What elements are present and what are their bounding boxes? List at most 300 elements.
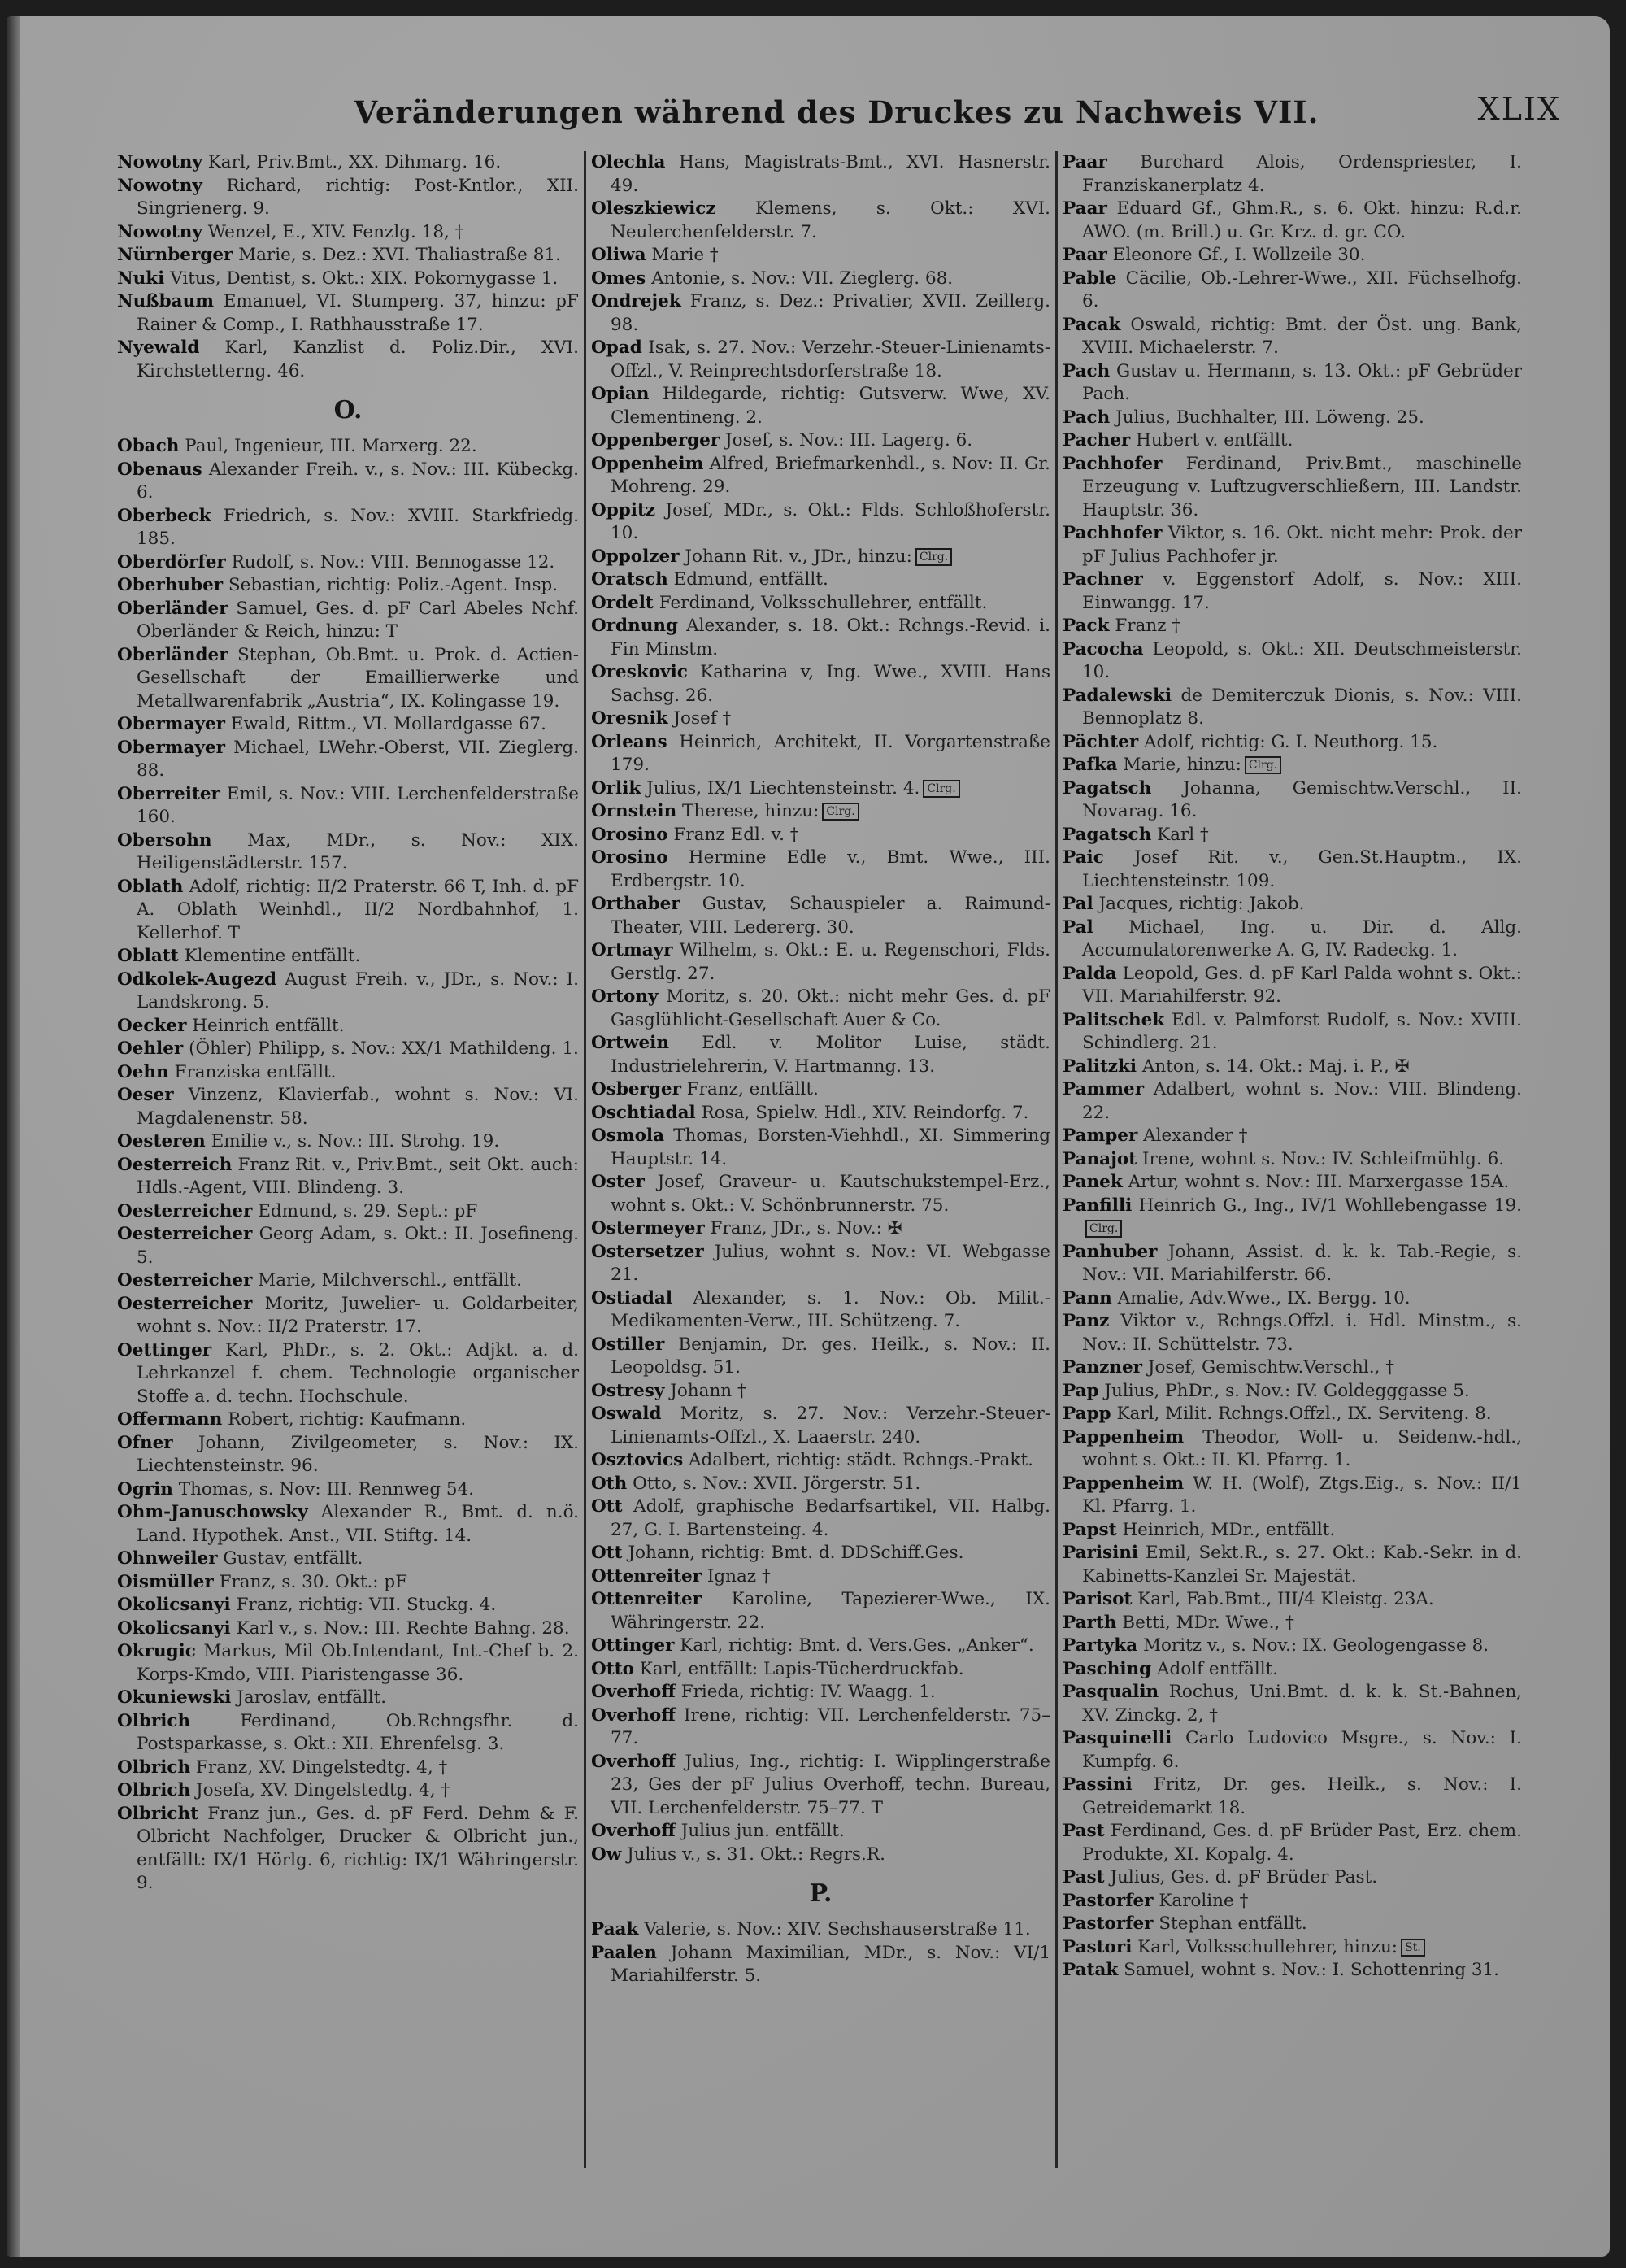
entry-surname: Partyka xyxy=(1063,1635,1138,1656)
directory-page xyxy=(7,16,1610,2257)
entry-details: Thomas, Borsten-Viehhdl., XI. Simmering Hauptstr. 14. xyxy=(611,1125,1050,1169)
entry-details: Georg Adam, s. Okt.: II. Josefineng. 5. xyxy=(137,1224,579,1268)
directory-entry xyxy=(591,1241,1050,1287)
directory-entry xyxy=(1063,1078,1522,1125)
entry-details: Johann Maximilian, MDr., s. Nov.: VI/1 Mariahilferstr. 5. xyxy=(611,1942,1050,1986)
section-letter-heading: P. xyxy=(809,1879,833,1908)
entry-surname: Pach xyxy=(1063,407,1111,428)
entry-surname: Oberbeck xyxy=(117,505,211,526)
directory-entry xyxy=(1063,1356,1522,1380)
page-header xyxy=(112,83,1561,141)
directory-entry xyxy=(117,1130,579,1154)
directory-entry xyxy=(117,969,579,1015)
entry-badge: Clrg. xyxy=(1245,756,1281,774)
entry-details: Josef Rit. v., Gen.St.Hauptm., IX. Liechtensteinstr. 109. xyxy=(1082,847,1522,891)
entry-surname: Pastori xyxy=(1063,1936,1133,1957)
entry-surname: Panek xyxy=(1063,1172,1123,1192)
entry-details: Gustav, Schauspieler a. Raimund-Theater, VIII. Ledererg. 30. xyxy=(611,894,1051,938)
entry-surname: Obach xyxy=(117,436,180,456)
entry-surname: Pacher xyxy=(1063,430,1131,451)
entry-details: Vinzenz, Klavierfab., wohnt s. Nov.: VI. Magdalenenstr. 58. xyxy=(137,1085,579,1129)
directory-entry xyxy=(591,1495,1050,1542)
entry-details: Ewald, Rittm., VI. Mollardgasse 67. xyxy=(230,714,546,734)
entry-surname: Ott xyxy=(591,1496,623,1517)
directory-entry xyxy=(591,661,1050,707)
directory-entry xyxy=(591,1565,1050,1589)
directory-entry xyxy=(1063,1171,1522,1195)
entry-details: Josef, Graveur- u. Kautschukstempel-Erz., wohnt s. Okt.: V. Schönbrunnerstr. 75. xyxy=(611,1172,1050,1216)
directory-entry xyxy=(591,1380,1050,1404)
entry-surname: Ostresy xyxy=(591,1380,665,1401)
directory-entry xyxy=(1063,1635,1522,1658)
directory-entry xyxy=(1063,963,1522,1009)
directory-entry xyxy=(1063,1681,1522,1727)
entry-surname: Okolicsanyi xyxy=(117,1595,231,1615)
entry-surname: Oehler xyxy=(117,1038,184,1059)
entry-details: Ferdinand, Ges. d. pF Brüder Past, Erz. chem. Produkte, XI. Kopalg. 4. xyxy=(1082,1821,1522,1865)
entry-surname: Ostiller xyxy=(591,1334,665,1355)
entry-surname: Obermayer xyxy=(117,737,225,758)
entry-surname: Pable xyxy=(1063,268,1117,289)
entry-details: Adolf entfällt. xyxy=(1157,1658,1279,1679)
entry-badge: St. xyxy=(1401,1939,1425,1957)
directory-entry xyxy=(1063,638,1522,685)
entry-surname: Pack xyxy=(1063,616,1110,636)
entry-details: Ignaz † xyxy=(706,1565,771,1587)
entry-surname: Nowotny xyxy=(117,152,202,172)
entry-surname: Pagatsch xyxy=(1063,824,1152,845)
entry-details: Marie, s. Dez.: XVI. Thaliastraße 81. xyxy=(238,245,561,265)
entry-surname: Pasquinelli xyxy=(1063,1728,1172,1748)
entry-details: Heinrich, Architekt, II. Vorgartenstraße 179. xyxy=(611,731,1050,775)
directory-entry xyxy=(591,1820,1050,1844)
entry-surname: Passini xyxy=(1063,1774,1133,1795)
entry-details: Julius, Buchhalter, III. Löweng. 25. xyxy=(1115,407,1424,428)
directory-entry xyxy=(117,1617,579,1641)
entry-surname: Ortony xyxy=(591,986,659,1007)
entry-surname: Pal xyxy=(1063,894,1093,914)
directory-entry xyxy=(1063,522,1522,568)
entry-surname: Oeser xyxy=(117,1085,174,1105)
entry-surname: Nürnberger xyxy=(117,245,233,265)
column-2 xyxy=(584,151,1055,2168)
directory-entry xyxy=(117,175,579,221)
entry-details: Franz, XV. Dingelstedtg. 4, † xyxy=(196,1757,448,1778)
entry-surname: Opian xyxy=(591,384,650,404)
entry-surname: Oliwa xyxy=(591,245,646,265)
entry-surname: Panzner xyxy=(1063,1357,1142,1378)
entry-surname: Parisini xyxy=(1063,1543,1139,1563)
entry-surname: Pann xyxy=(1063,1287,1112,1308)
entry-surname: Pamper xyxy=(1063,1125,1138,1146)
section-letter-heading: O. xyxy=(333,396,363,424)
directory-entry xyxy=(1063,1310,1522,1356)
entry-surname: Opad xyxy=(591,337,642,358)
directory-entry xyxy=(1063,731,1522,755)
directory-entry xyxy=(117,1548,579,1571)
directory-entry xyxy=(591,268,1050,291)
entry-surname: Pächter xyxy=(1063,731,1139,752)
directory-entry xyxy=(1063,777,1522,824)
entry-details: Johann Rit. v., JDr., hinzu: xyxy=(685,546,912,567)
entry-details: Michael, LWehr.-Oberst, VII. Zieglerg. 88. xyxy=(137,737,579,781)
entry-details: Karoline, Tapezierer-Wwe., IX. Währingerstr. 22. xyxy=(611,1589,1050,1633)
directory-entry xyxy=(591,731,1050,777)
entry-details: Rosa, Spielw. Hdl., XIV. Reindorfg. 7. xyxy=(701,1102,1029,1123)
entry-details: Ferdinand, Ob.Rchngsfhr. d. Postsparkasse, s. Okt.: XII. Ehrenfelsg. 3. xyxy=(137,1710,579,1754)
directory-entry xyxy=(1063,407,1522,430)
directory-entry xyxy=(117,1084,579,1130)
directory-entry xyxy=(117,1640,579,1687)
directory-entry xyxy=(591,151,1050,198)
entry-details: Hermine Edle v., Bmt. Wwe., III. Erdbergstr. 10. xyxy=(611,847,1050,891)
entry-details: Edl. v. Molitor Luise, städt. Industrielehrerin, V. Hartmanng. 13. xyxy=(611,1033,1050,1077)
directory-entry xyxy=(1063,1913,1522,1936)
entry-details: Viktor, s. 16. Okt. nicht mehr: Prok. der pF Julius Pachhofer jr. xyxy=(1082,523,1522,567)
entry-badge: Clrg. xyxy=(1085,1220,1122,1238)
entry-details: Josef, MDr., s. Okt.: Flds. Schloßhoferstr. 10. xyxy=(611,499,1050,543)
column-3 xyxy=(1055,151,1527,2168)
entry-surname: Overhoff xyxy=(591,1751,676,1772)
entry-surname: Nowotny xyxy=(117,221,202,242)
entry-surname: Papst xyxy=(1063,1519,1117,1540)
entry-details: Otto, s. Nov.: XVII. Jörgerstr. 51. xyxy=(633,1473,921,1494)
directory-entry xyxy=(1063,1148,1522,1172)
entry-details: Moritz, s. 27. Nov.: Verzehr.-Steuer-Linienamts-Offzl., X. Laaerstr. 240. xyxy=(611,1404,1050,1447)
entry-surname: Oesterreich xyxy=(117,1154,233,1175)
entry-details: Gustav u. Hermann, s. 13. Okt.: pF Gebrüder Pach. xyxy=(1082,360,1523,404)
entry-details: Klementine entfällt. xyxy=(184,946,361,966)
directory-entry xyxy=(591,986,1050,1032)
entry-surname: Pacocha xyxy=(1063,638,1144,660)
entry-details: Samuel, Ges. d. pF Carl Abeles Nchf. Oberländer & Reich, hinzu: T xyxy=(137,598,579,642)
entry-details: Adalbert, richtig: städt. Rchngs.-Prakt. xyxy=(689,1450,1033,1470)
entry-details: Josefa, XV. Dingelstedtg. 4, † xyxy=(196,1780,450,1800)
entry-details: Jaroslav, entfällt. xyxy=(237,1687,387,1708)
entry-surname: Pafka xyxy=(1063,755,1118,775)
directory-entry xyxy=(1063,1959,1522,1983)
entry-details: Franziska entfällt. xyxy=(174,1061,337,1082)
entry-surname: Pappenheim xyxy=(1063,1426,1185,1447)
entry-details: Carlo Ludovico Msgre., s. Nov.: I. Kumpfg. 6. xyxy=(1082,1728,1522,1772)
entry-surname: Otto xyxy=(591,1658,634,1679)
entry-details: Marie, Milchverschl., entfällt. xyxy=(258,1270,522,1291)
entry-details: Adolf, graphische Bedarfsartikel, VII. Halbg. 27, G. I. Bartensteing. 4. xyxy=(611,1496,1051,1540)
directory-entry xyxy=(1063,1866,1522,1890)
entry-surname: Pachhofer xyxy=(1063,453,1163,474)
entry-surname: Osmola xyxy=(591,1125,665,1146)
entry-surname: Oppitz xyxy=(591,499,656,520)
directory-entry xyxy=(1063,1403,1522,1426)
entry-details: Johann, richtig: Bmt. d. DDSchiff.Ges. xyxy=(628,1543,964,1563)
directory-entry xyxy=(591,453,1050,499)
entry-details: Valerie, s. Nov.: XIV. Sechshauserstraße 11. xyxy=(644,1919,1031,1939)
entry-details: August Freih. v., JDr., s. Nov.: I. Landskrong. 5. xyxy=(137,969,580,1012)
directory-entry xyxy=(1063,429,1522,453)
entry-surname: Obenaus xyxy=(117,459,202,480)
directory-entry xyxy=(591,568,1050,592)
directory-entry xyxy=(591,1217,1050,1241)
entry-details: Alexander † xyxy=(1143,1125,1248,1146)
entry-details: Edmund, s. 29. Sept.: pF xyxy=(258,1200,478,1221)
directory-entry xyxy=(591,707,1050,731)
entry-details: Wilhelm, s. Okt.: E. u. Regenschori, Flds. Gerstlg. 27. xyxy=(611,940,1050,984)
entry-surname: Olbrich xyxy=(117,1710,191,1731)
entry-surname: Parth xyxy=(1063,1612,1117,1633)
entry-surname: Pachhofer xyxy=(1063,523,1163,543)
entry-details: Eleonore Gf., I. Wollzeile 30. xyxy=(1112,245,1366,265)
entry-surname: Paalen xyxy=(591,1942,657,1963)
entry-details: Irene, wohnt s. Nov.: IV. Schleifmühlg. 6. xyxy=(1141,1148,1505,1169)
directory-entry xyxy=(1063,268,1522,314)
directory-entry xyxy=(591,777,1050,801)
entry-surname: Paak xyxy=(591,1919,639,1939)
entry-details: Amalie, Adv.Wwe., IX. Bergg. 10. xyxy=(1117,1287,1411,1308)
entry-surname: Orlik xyxy=(591,777,641,799)
entry-surname: Oehn xyxy=(117,1061,169,1082)
entry-details: Markus, Mil Ob.Intendant, Int.-Chef b. 2. Korps-Kmdo, VIII. Piaristengasse 36. xyxy=(137,1641,579,1685)
entry-surname: Parisot xyxy=(1063,1589,1133,1609)
entry-details: Leopold, Ges. d. pF Karl Palda wohnt s. Okt.: VII. Mariahilferstr. 92. xyxy=(1082,963,1522,1007)
directory-entry xyxy=(591,1658,1050,1682)
directory-entry xyxy=(117,1061,579,1085)
directory-entry xyxy=(591,1635,1050,1658)
entry-details: Viktor v., Rchngs.Offzl. i. Hdl. Minstm., s. Nov.: II. Schüttelstr. 73. xyxy=(1082,1311,1522,1355)
directory-entry xyxy=(117,337,579,383)
entry-details: Michael, Ing. u. Dir. d. Allg. Accumulatorenwerke A. G, IV. Radeckg. 1. xyxy=(1082,916,1522,960)
directory-entry xyxy=(1063,1241,1522,1287)
entry-details: Moritz v., s. Nov.: IX. Geologengasse 8. xyxy=(1142,1635,1489,1656)
entry-details: Julius, Ges. d. pF Brüder Past. xyxy=(1110,1867,1378,1887)
entry-details: Ferdinand, Volksschullehrer, entfällt. xyxy=(659,592,988,613)
entry-surname: Pasqualin xyxy=(1063,1682,1159,1702)
entry-details: Oswald, richtig: Bmt. der Öst. ung. Bank, XVIII. Michaelerstr. 7. xyxy=(1082,314,1522,358)
entry-surname: Ostersetzer xyxy=(591,1241,704,1262)
directory-entry xyxy=(1063,1287,1522,1311)
directory-entry xyxy=(1063,615,1522,638)
directory-entry xyxy=(1063,1473,1522,1519)
entry-details: Josef, Gemischtw.Verschl., † xyxy=(1147,1357,1395,1378)
entry-details: Edmund, entfällt. xyxy=(673,569,828,590)
directory-entry xyxy=(591,1171,1050,1217)
entry-surname: Patak xyxy=(1063,1960,1119,1980)
directory-entry xyxy=(117,268,579,291)
entry-surname: Orosino xyxy=(591,847,668,868)
directory-entry xyxy=(117,505,579,551)
entry-details: Julius, Ing., richtig: I. Wipplingerstraße 23, Ges der pF Julius Overhoff, techn. Bureau, VII. Lerchenfelderstr. 75–77. T xyxy=(611,1751,1050,1818)
entry-surname: Oblath xyxy=(117,876,184,897)
entry-surname: Oster xyxy=(591,1172,645,1192)
entry-details: Heinrich entfällt. xyxy=(192,1015,345,1036)
entry-surname: Pastorfer xyxy=(1063,1913,1154,1934)
directory-entry xyxy=(1063,1426,1522,1473)
directory-entry xyxy=(591,1542,1050,1565)
entry-details: Josef † xyxy=(673,708,732,729)
entry-surname: Overhoff xyxy=(591,1682,676,1702)
entry-details: Hildegarde, richtig: Gutsverw. Wwe, XV. Clementineng. 2. xyxy=(611,384,1050,428)
directory-entry xyxy=(117,1803,579,1896)
entry-surname: Oppenheim xyxy=(591,453,704,474)
entry-details: W. H. (Wolf), Ztgs.Eig., s. Nov.: II/1 Kl. Pfarrg. 1. xyxy=(1082,1473,1522,1517)
entry-details: Franz jun., Ges. d. pF Ferd. Dehm & F. Olbricht Nachfolger, Drucker & Olbricht jun., entfällt: IX/1 Hörlg. 6, richtig: IX/1 Währingerstr. 9. xyxy=(137,1803,579,1893)
directory-entry xyxy=(117,829,579,876)
directory-entry xyxy=(1063,685,1522,731)
directory-entry xyxy=(117,876,579,946)
directory-entry xyxy=(117,1200,579,1224)
entry-surname: Oberreiter xyxy=(117,783,220,804)
directory-entry xyxy=(117,1757,579,1780)
entry-details: Betti, MDr. Wwe., † xyxy=(1122,1612,1294,1633)
directory-entry xyxy=(117,1339,579,1409)
entry-surname: Panajot xyxy=(1063,1148,1137,1169)
directory-entry xyxy=(591,499,1050,546)
entry-details: Edl. v. Palmforst Rudolf, s. Nov.: XVIII. Schindlerg. 21. xyxy=(1082,1009,1522,1053)
directory-entry xyxy=(1063,198,1522,244)
entry-details: Richard, richtig: Post-Kntlor., XII. Singrienerg. 9. xyxy=(137,175,579,219)
entry-surname: Oblatt xyxy=(117,946,179,966)
directory-entry xyxy=(117,290,579,337)
entry-surname: Ohm-Januschowsky xyxy=(117,1502,308,1522)
entry-details: v. Eggenstorf Adolf, s. Nov.: XIII. Einwangg. 17. xyxy=(1082,569,1522,613)
directory-entry xyxy=(1063,1380,1522,1404)
directory-entry xyxy=(1063,1820,1522,1866)
entry-surname: Paar xyxy=(1063,152,1107,172)
entry-details: Rochus, Uni.Bmt. d. k. k. St.-Bahnen, XV. Zinckg. 2, † xyxy=(1082,1682,1522,1726)
directory-entry xyxy=(117,1594,579,1617)
entry-details: Franz † xyxy=(1115,616,1181,636)
directory-entry xyxy=(591,1287,1050,1334)
directory-entry xyxy=(591,615,1050,661)
entry-details: Antonie, s. Nov.: VII. Zieglerg. 68. xyxy=(651,268,954,289)
entry-details: Marie, hinzu: xyxy=(1123,755,1241,775)
directory-entry xyxy=(1063,1612,1522,1635)
entry-surname: Obersohn xyxy=(117,829,212,851)
entry-surname: Oesterreicher xyxy=(117,1224,253,1244)
entry-surname: Osberger xyxy=(591,1079,681,1099)
entry-surname: Ottinger xyxy=(591,1635,675,1656)
entry-surname: Pasching xyxy=(1063,1658,1152,1679)
entry-details: Johann, Zivilgeometer, s. Nov.: IX. Liechtensteinstr. 96. xyxy=(137,1432,579,1476)
entry-details: Burchard Alois, Ordenspriester, I. Franziskanerplatz 4. xyxy=(1082,152,1522,196)
entry-surname: Pap xyxy=(1063,1380,1099,1401)
directory-entry xyxy=(591,1588,1050,1635)
directory-entry xyxy=(591,1473,1050,1496)
entry-details: Alexander, s. 1. Nov.: Ob. Milit.-Medikamenten-Verw., III. Schützeng. 7. xyxy=(611,1287,1050,1331)
directory-entry xyxy=(117,1154,579,1200)
entry-details: Cäcilie, Ob.-Lehrer-Wwe., XII. Füchselhofg. 6. xyxy=(1082,268,1522,311)
entry-surname: Ortmayr xyxy=(591,940,673,960)
entry-details: Alexander Freih. v., s. Nov.: III. Kübeckg. 6. xyxy=(137,459,579,503)
entry-surname: Paic xyxy=(1063,847,1104,868)
entry-surname: Nußbaum xyxy=(117,291,214,311)
entry-details: Artur, wohnt s. Nov.: III. Marxergasse 15A. xyxy=(1128,1172,1510,1192)
directory-entry xyxy=(117,1015,579,1038)
directory-entry xyxy=(1063,1727,1522,1774)
directory-entry xyxy=(117,1687,579,1710)
directory-entry xyxy=(591,1334,1050,1380)
directory-entry xyxy=(117,1779,579,1803)
entry-details: Theodor, Woll- u. Seidenw.-hdl., wohnt s. Okt.: II. Kl. Pfarrg. 1. xyxy=(1082,1426,1522,1470)
entry-details: Sebastian, richtig: Poliz.-Agent. Insp. xyxy=(228,575,559,595)
entry-details: Thomas, s. Nov: III. Rennweg 54. xyxy=(178,1478,475,1500)
entry-details: Franz Rit. v., Priv.Bmt., seit Okt. auch: Hdls.-Agent, VIII. Blindeng. 3. xyxy=(137,1154,579,1198)
directory-entry xyxy=(117,1432,579,1478)
directory-entry xyxy=(117,713,579,737)
directory-entry xyxy=(117,1223,579,1269)
entry-surname: Palitzki xyxy=(1063,1056,1137,1077)
entry-surname: Oesterreicher xyxy=(117,1200,253,1221)
directory-entry xyxy=(1063,1519,1522,1543)
directory-entry xyxy=(117,737,579,783)
entry-surname: Past xyxy=(1063,1867,1105,1887)
entry-surname: Ottenreiter xyxy=(591,1589,702,1609)
entry-details: Hans, Magistrats-Bmt., XVI. Hasnerstr. 49. xyxy=(611,152,1050,196)
entry-surname: Oswald xyxy=(591,1404,662,1424)
directory-entry xyxy=(591,337,1050,383)
entry-surname: Ostermeyer xyxy=(591,1218,705,1238)
entry-details: Karl, Volksschullehrer, hinzu: xyxy=(1137,1936,1398,1957)
entry-surname: Orleans xyxy=(591,731,667,752)
entry-surname: Ogrin xyxy=(117,1478,173,1500)
directory-entry xyxy=(591,1102,1050,1125)
entry-surname: Oppenberger xyxy=(591,430,720,451)
directory-entry xyxy=(591,1704,1050,1751)
entry-surname: Okrugic xyxy=(117,1641,196,1661)
entry-details: Irene, richtig: VII. Lerchenfelderstr. 75–77. xyxy=(611,1704,1050,1748)
directory-entry xyxy=(591,290,1050,337)
entry-surname: Padalewski xyxy=(1063,685,1172,706)
entry-details: Julius, IX/1 Liechtensteinstr. 4. xyxy=(646,777,920,799)
entry-surname: Oesterreicher xyxy=(117,1293,253,1314)
directory-entry xyxy=(117,1269,579,1293)
entry-surname: Pal xyxy=(1063,916,1093,938)
directory-entry xyxy=(117,1408,579,1432)
entry-details: Emanuel, VI. Stumperg. 37, hinzu: pF Rainer & Comp., I. Rathhausstraße 17. xyxy=(137,291,579,335)
directory-entry xyxy=(1063,314,1522,360)
entry-surname: Obermayer xyxy=(117,714,225,734)
directory-entry xyxy=(1063,1195,1522,1241)
entry-details: Fritz, Dr. ges. Heilk., s. Nov.: I. Getreidemarkt 18. xyxy=(1082,1774,1522,1818)
entry-surname: Oesterreicher xyxy=(117,1270,253,1291)
entry-surname: Pammer xyxy=(1063,1079,1145,1099)
entry-details: Alexander R., Bmt. d. n.ö. Land. Hypothek. Anst., VII. Stiftg. 14. xyxy=(137,1502,579,1546)
entry-surname: Omes xyxy=(591,268,646,289)
entry-surname: Oschtiadal xyxy=(591,1102,696,1123)
entry-surname: Overhoff xyxy=(591,1704,676,1726)
page-title: Veränderungen während des Druckes zu Nachweis VII. xyxy=(354,94,1319,130)
entry-details: Julius v., s. 31. Okt.: Regrs.R. xyxy=(627,1844,885,1865)
directory-entry xyxy=(117,1710,579,1757)
directory-entry xyxy=(1063,893,1522,916)
entry-details: Anton, s. 14. Okt.: Maj. i. P., ✠ xyxy=(1141,1056,1410,1077)
directory-entry xyxy=(591,1751,1050,1821)
directory-entry xyxy=(591,592,1050,616)
entry-details: Franz Edl. v. † xyxy=(673,824,799,845)
entry-surname: Overhoff xyxy=(591,1821,676,1841)
entry-details: Johanna, Gemischtw.Verschl., II. Novarag. 16. xyxy=(1082,777,1522,821)
directory-entry xyxy=(117,244,579,268)
entry-details: Emil, s. Nov.: VIII. Lerchenfelderstraße 160. xyxy=(137,783,579,827)
directory-entry xyxy=(117,221,579,245)
entry-badge: Clrg. xyxy=(822,803,859,821)
entry-details: Stephan entfällt. xyxy=(1159,1913,1307,1934)
entry-surname: Orosino xyxy=(591,824,668,845)
entry-details: Samuel, wohnt s. Nov.: I. Schottenring 31. xyxy=(1124,1960,1500,1980)
directory-entry xyxy=(117,435,579,459)
directory-entry xyxy=(117,1293,579,1339)
entry-details: Karl, richtig: Bmt. d. Vers.Ges. „Anker“. xyxy=(680,1635,1034,1656)
directory-entry xyxy=(1063,360,1522,407)
